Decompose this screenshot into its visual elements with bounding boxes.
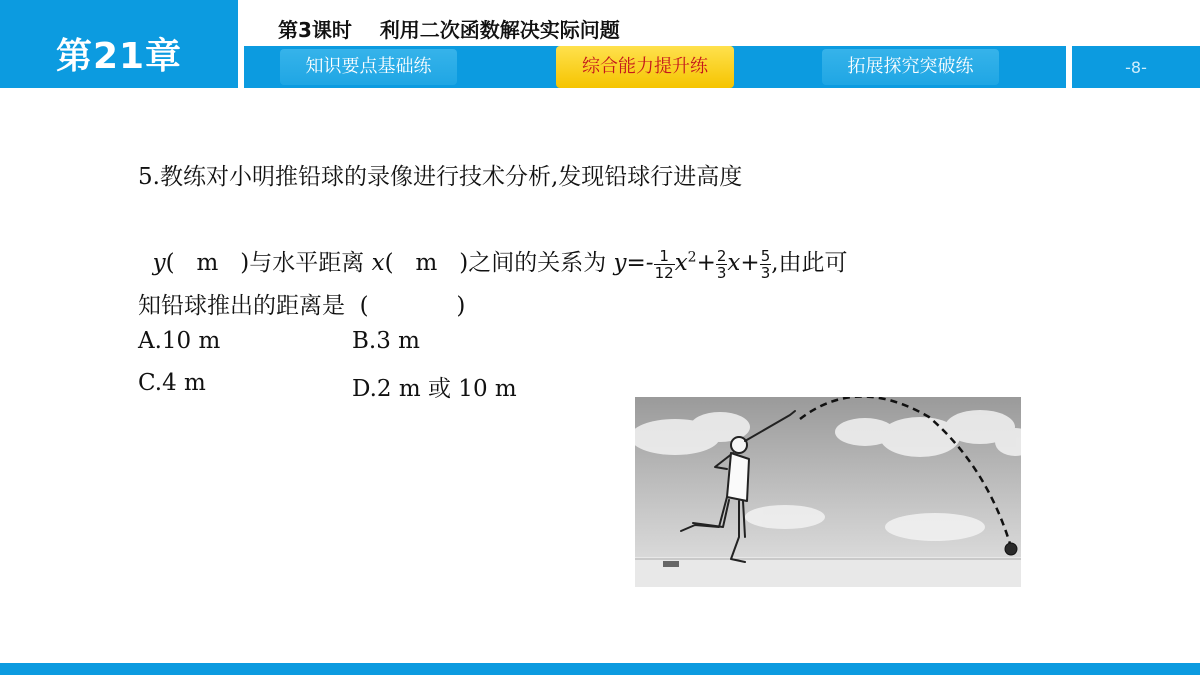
fraction-5-3: $\frac{5}{3}$: [760, 246, 771, 282]
question-line-2: [138, 218, 848, 281]
paren-open: (: [165, 250, 175, 276]
shot-put-illustration: [635, 397, 1021, 587]
paren-open: (: [384, 250, 394, 276]
paren-close: ): [240, 250, 250, 276]
option-d[interactable]: D.2 m 或 10 m: [352, 376, 517, 402]
ground: [635, 557, 1021, 587]
chapter-title: 第21章: [55, 36, 183, 77]
lesson-title: 第3课时 利用二次函数解决实际问题: [278, 18, 620, 42]
option-a[interactable]: A.10 m: [138, 328, 221, 354]
footer-bar: [0, 663, 1200, 675]
option-b[interactable]: B.3 m: [352, 328, 420, 354]
fraction-2-3: $\frac{2}{3}$: [716, 246, 727, 282]
relation-text: 之间的关系为: [468, 250, 614, 276]
term-x-squared: x: [674, 250, 688, 276]
tab-basic-practice[interactable]: 知识要点基础练: [280, 49, 457, 85]
plus-sign: +: [740, 250, 760, 276]
mid-text: 与水平距离: [249, 250, 372, 276]
tab-extension-practice[interactable]: 拓展探究突破练: [822, 49, 999, 85]
paren-close: ): [459, 250, 469, 276]
question-line-3: 知铅球推出的距离是 ( ): [138, 293, 466, 319]
exponent: 2: [687, 249, 697, 266]
equation-prefix: y=-: [613, 250, 654, 276]
term-x: x: [727, 250, 741, 276]
option-c[interactable]: C.4 m: [138, 370, 206, 396]
unit-m: m: [415, 250, 438, 276]
tab-comprehensive-practice[interactable]: 综合能力提升练: [556, 46, 734, 88]
var-x: x: [371, 250, 385, 276]
question-line-1: 5.教练对小明推铅球的录像进行技术分析,发现铅球行进高度: [138, 164, 743, 190]
plus-sign: +: [696, 250, 716, 276]
line-tail: ,由此可: [771, 250, 848, 276]
fraction-1-12: $\frac{1}{12}$: [654, 246, 674, 282]
unit-m: m: [196, 250, 219, 276]
page-number: -8-: [1125, 58, 1147, 77]
var-y: y: [152, 250, 166, 276]
shot-put-ball: [1005, 543, 1017, 555]
stop-board: [663, 561, 679, 567]
